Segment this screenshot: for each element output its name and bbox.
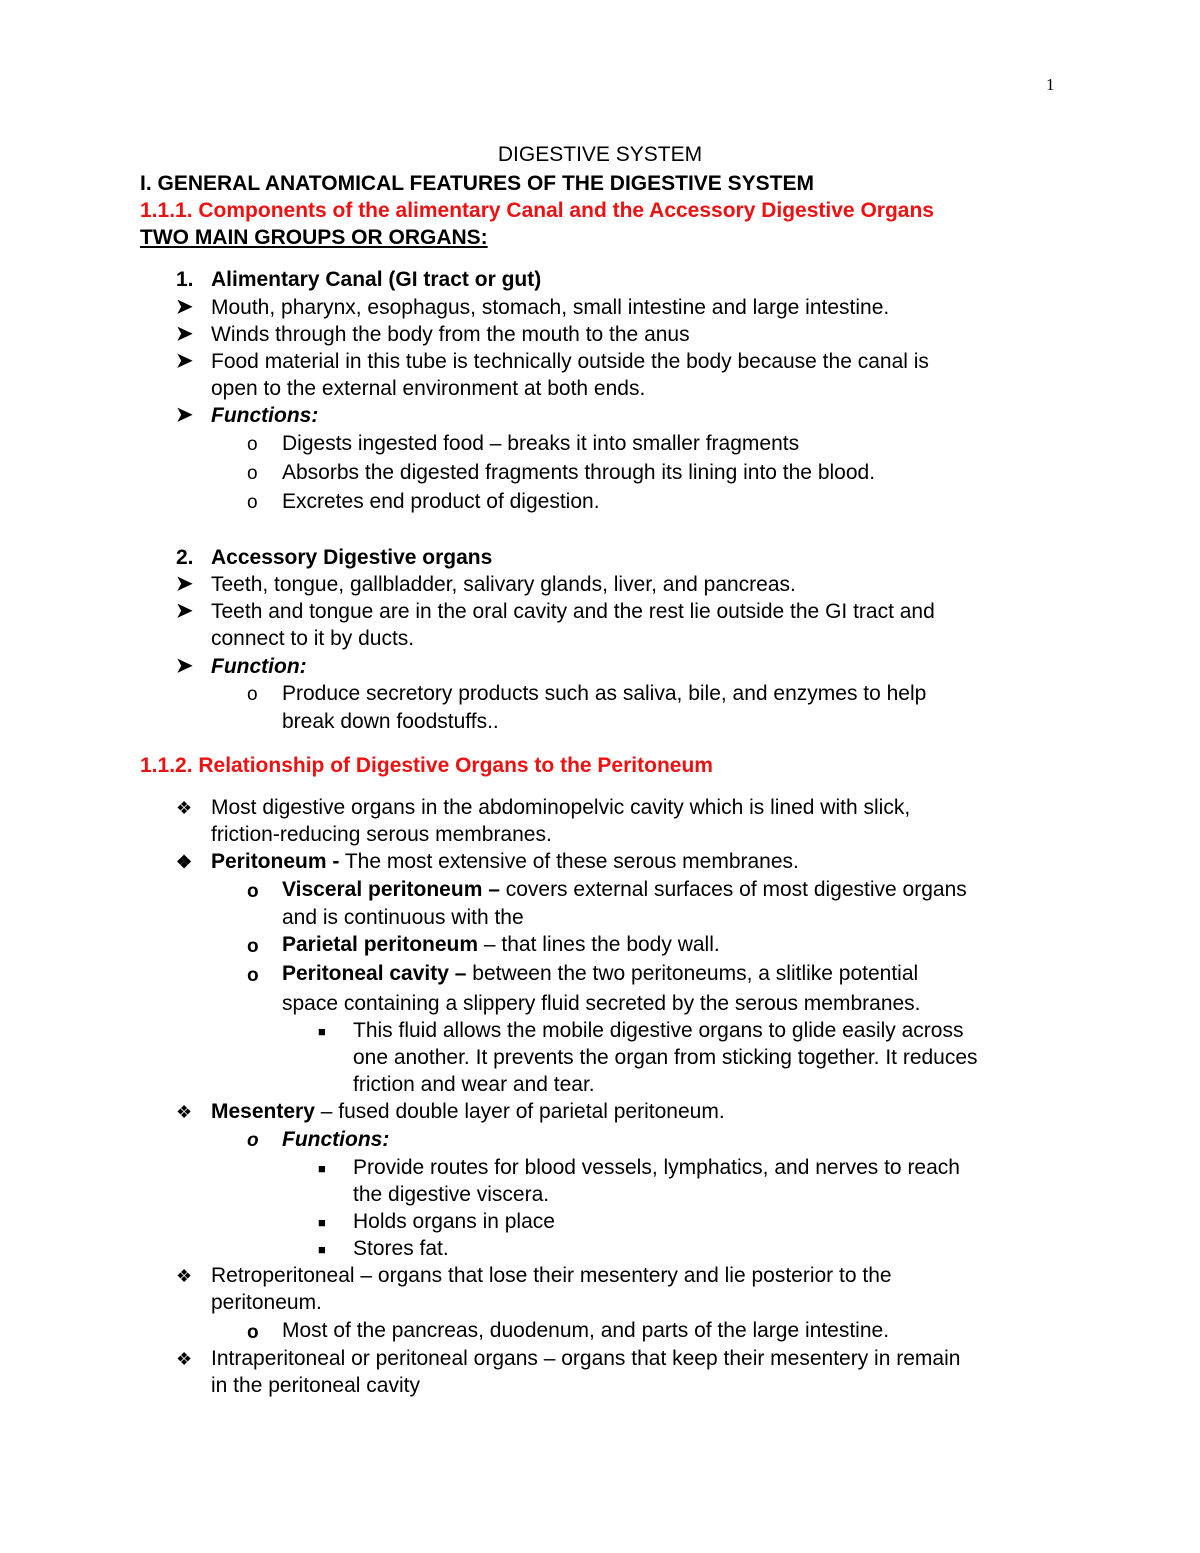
four-diamond-bullet-icon: ❖ (176, 1102, 193, 1122)
cavity-term: Peritoneal cavity – (282, 962, 467, 985)
mesentery-function: Holds organs in place (353, 1210, 555, 1233)
hollow-circle-bullet-icon: o (247, 492, 258, 513)
peritoneal-cavity (282, 960, 918, 987)
four-diamond-bullet-icon: ❖ (176, 852, 193, 872)
peritoneum-definition (211, 848, 799, 875)
group1-bullet-continued: open to the external environment at both ends. (211, 377, 646, 400)
mesentery-function-continued: the digestive viscera. (353, 1183, 550, 1206)
fluid-note-continued: one another. It prevents the organ from sticking together. It reduces (353, 1046, 978, 1069)
parietal-peritoneum (282, 931, 720, 958)
mesentery-functions-label: Functions: (282, 1128, 390, 1151)
four-diamond-bullet-icon: ❖ (176, 1349, 193, 1369)
group1-number: 1. (176, 268, 194, 291)
arrowhead-bullet-icon: ➤ (176, 296, 193, 318)
group1-bullet: Winds through the body from the mouth to the anus (211, 323, 690, 346)
arrowhead-bullet-icon: ➤ (176, 655, 193, 677)
subheading-peritoneum: 1.1.2. Relationship of Digestive Organs to the Peritoneum (140, 754, 713, 777)
group2-function-continued: break down foodstuffs.. (282, 710, 499, 733)
group1-function: Excretes end product of digestion. (282, 490, 600, 513)
peritoneum-text: The most extensive of these serous membranes. (339, 850, 799, 873)
mesentery-text: – fused double layer of parietal peritoneum. (314, 1100, 725, 1123)
arrowhead-bullet-icon: ➤ (176, 404, 193, 426)
square-bullet-icon: ■ (318, 1161, 326, 1176)
hollow-circle-bullet-icon: o (247, 1322, 259, 1343)
groups-heading: TWO MAIN GROUPS OR ORGANS: (140, 226, 488, 249)
peritoneum-item-continued: friction-reducing serous membranes. (211, 823, 552, 846)
group2-number: 2. (176, 546, 194, 569)
fluid-note: This fluid allows the mobile digestive organs to glide easily across (353, 1019, 964, 1042)
parietal-term: Parietal peritoneum (282, 933, 479, 956)
arrowhead-bullet-icon: ➤ (176, 573, 193, 595)
group1-functions-label: Functions: (211, 404, 319, 427)
hollow-circle-bullet-icon: o (247, 684, 258, 705)
retroperitoneal: Retroperitoneal – organs that lose their mesentery and lie posterior to the (211, 1264, 892, 1287)
mesentery-term: Mesentery (211, 1100, 315, 1123)
parietal-text: – that lines the body wall. (478, 933, 720, 956)
group2-function: Produce secretory products such as saliva, bile, and enzymes to help (282, 682, 927, 705)
peritoneum-term: Peritoneum - (211, 850, 340, 873)
page-number: 1 (1046, 75, 1055, 94)
arrowhead-bullet-icon: ➤ (176, 600, 193, 622)
cavity-text: between the two peritoneums, a slitlike potential (466, 962, 919, 985)
visceral-text: covers external surfaces of most digestive organs (499, 878, 967, 901)
retroperitoneal-example: Most of the pancreas, duodenum, and parts of the large intestine. (282, 1319, 890, 1342)
peritoneal-cavity-continued: space containing a slippery fluid secreted by the serous membranes. (282, 992, 921, 1015)
retroperitoneal-continued: peritoneum. (211, 1291, 322, 1314)
peritoneum-item: Most digestive organs in the abdominopelvic cavity which is lined with slick, (211, 796, 911, 819)
fluid-note-continued: friction and wear and tear. (353, 1073, 595, 1096)
group1-bullet: Food material in this tube is technically outside the body because the canal is (211, 350, 929, 373)
document-title: DIGESTIVE SYSTEM (497, 143, 703, 166)
group2-bullet-continued: connect to it by ducts. (211, 627, 415, 650)
visceral-peritoneum (282, 876, 967, 903)
group2-function-label: Function: (211, 655, 307, 678)
arrowhead-bullet-icon: ➤ (176, 350, 193, 372)
four-diamond-bullet-icon: ❖ (176, 1266, 193, 1286)
hollow-circle-bullet-icon: o (247, 434, 258, 455)
group2-bullet: Teeth and tongue are in the oral cavity and the rest lie outside the GI tract and (211, 600, 935, 623)
visceral-term: Visceral peritoneum – (282, 878, 500, 901)
four-diamond-bullet-icon: ❖ (176, 798, 193, 818)
hollow-circle-bullet-icon: o (247, 936, 259, 957)
group2-bullet: Teeth, tongue, gallbladder, salivary glands, liver, and pancreas. (211, 573, 796, 596)
group1-title: Alimentary Canal (GI tract or gut) (211, 268, 542, 291)
mesentery-function: Provide routes for blood vessels, lymphatics, and nerves to reach (353, 1156, 960, 1179)
mesentery-definition (211, 1098, 725, 1125)
group1-bullet: Mouth, pharynx, esophagus, stomach, small intestine and large intestine. (211, 296, 890, 319)
square-bullet-icon: ■ (318, 1024, 326, 1039)
section-heading: I. GENERAL ANATOMICAL FEATURES OF THE DIGESTIVE SYSTEM (140, 172, 814, 195)
hollow-circle-bullet-icon: o (247, 1130, 259, 1151)
hollow-circle-bullet-icon: o (247, 965, 259, 986)
intraperitoneal-continued: in the peritoneal cavity (211, 1374, 420, 1397)
group1-function: Digests ingested food – breaks it into smaller fragments (282, 432, 800, 455)
arrowhead-bullet-icon: ➤ (176, 323, 193, 345)
group1-function: Absorbs the digested fragments through its lining into the blood. (282, 461, 876, 484)
subheading-components: 1.1.1. Components of the alimentary Canal and the Accessory Digestive Organs (140, 199, 934, 222)
hollow-circle-bullet-icon: o (247, 463, 258, 484)
square-bullet-icon: ■ (318, 1215, 326, 1230)
square-bullet-icon: ■ (318, 1242, 326, 1257)
visceral-peritoneum-continued: and is continuous with the (282, 906, 524, 929)
group2-title: Accessory Digestive organs (211, 546, 493, 569)
intraperitoneal: Intraperitoneal or peritoneal organs – organs that keep their mesentery in remain (211, 1347, 961, 1370)
hollow-circle-bullet-icon: o (247, 881, 259, 902)
mesentery-function: Stores fat. (353, 1237, 449, 1260)
